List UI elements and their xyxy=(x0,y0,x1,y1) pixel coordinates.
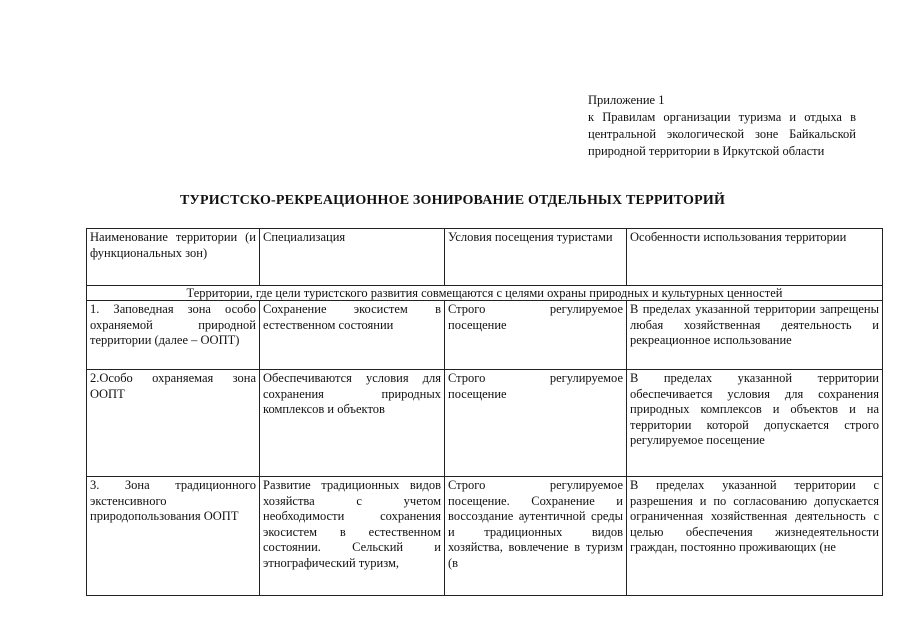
row-conditions: Строго регулируемое посещение xyxy=(445,301,627,370)
appendix-description: к Правилам организации туризма и отдыха в центральной экологической зоне Байкальской природной территории в Иркутской области xyxy=(588,110,856,158)
table-row xyxy=(87,477,883,596)
table-row xyxy=(87,301,883,370)
appendix-number: Приложение 1 xyxy=(588,93,665,107)
row-conditions: Строго регулируемое посещение xyxy=(445,370,627,477)
table-header-row xyxy=(87,229,883,286)
row-features: В пределах указанной территории запрещены любая хозяйственная деятельность и рекреационное использование xyxy=(627,301,883,370)
row-features: В пределах указанной территории обеспечивается условия для сохранения природных комплексов и объектов и на территории которой допускается строго регулируемое посещение xyxy=(627,370,883,477)
section-row xyxy=(87,286,883,301)
row-specialization: Сохранение экосистем в естественном состоянии xyxy=(260,301,445,370)
row-name: 1. Заповедная зона особо охраняемой природной территории (далее – ООПТ) xyxy=(87,301,260,370)
header-conditions: Условия посещения туристами xyxy=(445,229,627,286)
row-name: 3. Зона традиционного экстенсивного природопользования ООПТ xyxy=(87,477,260,596)
document-title: ТУРИСТСКО-РЕКРЕАЦИОННОЕ ЗОНИРОВАНИЕ ОТДЕЛЬНЫХ ТЕРРИТОРИЙ xyxy=(179,193,726,208)
zoning-table xyxy=(86,228,883,596)
row-specialization: Развитие традиционных видов хозяйства с учетом необходимости сохранения экосистем в естественном состоянии. Сельский и этнографический туризм, xyxy=(260,477,445,596)
row-name: 2.Особо охраняемая зона ООПТ xyxy=(87,370,260,477)
row-specialization: Обеспечиваются условия для сохранения природных комплексов и объектов xyxy=(260,370,445,477)
header-features: Особенности использования территории xyxy=(627,229,883,286)
table-row xyxy=(87,370,883,477)
section-title: Территории, где цели туристского развития совмещаются с целями охраны природных и культурных ценностей xyxy=(87,286,883,301)
row-features: В пределах указанной территории с разрешения и по согласованию допускается ограниченная хозяйственная деятельность с целью обеспечения жизнедеятельности граждан, постоянно проживающих (не xyxy=(627,477,883,596)
appendix-note xyxy=(588,92,856,160)
header-name: Наименование территории (и функциональных зон) xyxy=(87,229,260,286)
header-specialization: Специализация xyxy=(260,229,445,286)
row-conditions: Строго регулируемое посещение. Сохранение и воссоздание аутентичной среды и традиционных видов хозяйства, вовлечение в туризм (в xyxy=(445,477,627,596)
